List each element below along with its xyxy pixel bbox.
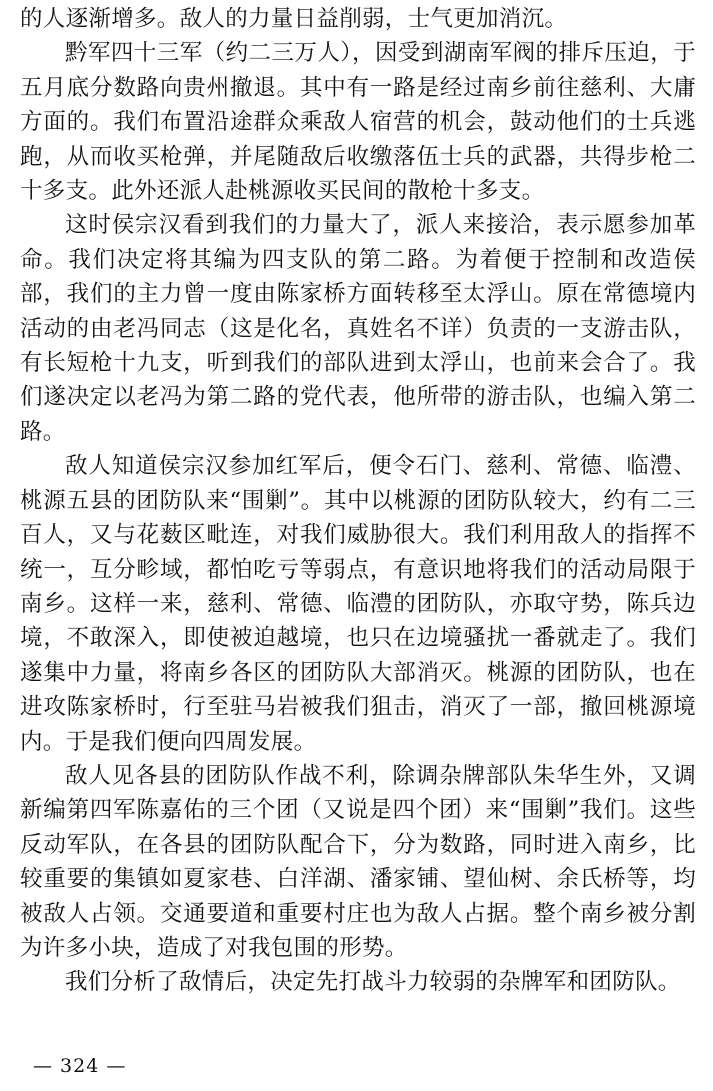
- paragraph-6: 我们分析了敌情后，决定先打战斗力较弱的杂牌军和团防队。: [65, 969, 681, 996]
- paragraph-5: 敌人见各县的团防队作战不利，除调杂牌部队朱华生外，又调新编第四军陈嘉佑的三个团（又说是四个团）来“围剿”我们。这些反动军队，在各县的团防队配合下，分为数路，同时进入南乡，比较重要的集镇如夏家巷、白洋湖、潘家铺、望仙树、余氏桥等，均被敌人占领。交通要道和重要村庄也为敌人占据。整个南乡被分割为许多小块，造成了对我包围的形势。: [20, 762, 696, 961]
- paragraph-3: 这时侯宗汉看到我们的力量大了，派人来接洽，表示愿参加革命。我们决定将其编为四支队的第二路。为着便于控制和改造侯部，我们的主力曾一度由陈家桥方面转移至太浮山。原在常德境内活动的由老冯同志（这是化名，真姓名不详）负责的一支游击队，有长短枪十九支，听到我们的部队进到太浮山，也前来会合了。我们遂决定以老冯为第二路的党代表，他所带的游击队，也编入第二路。: [20, 212, 696, 445]
- paragraph-1: 的人逐渐增多。敌人的力量日益削弱，士气更加消沉。: [20, 6, 568, 32]
- page-number: — 324 —: [33, 1055, 127, 1077]
- paragraph-2: 黔军四十三军（约二三万人），因受到湖南军阀的排斥压迫，于五月底分数路向贵州撤退。其中有一路是经过南乡前往慈利、大庸方面的。我们布置沿途群众乘敌人宿营的机会，鼓动他们的士兵逃跑，从而收买枪弹，并尾随敌后收缴落伍士兵的武器，共得步枪二十多支。此外还派人赴桃源收买民间的散枪十多支。: [20, 40, 696, 205]
- body-text: [20, 2, 696, 1000]
- paragraph-4: 敌人知道侯宗汉参加红军后，便令石门、慈利、常德、临澧、桃源五县的团防队来“围剿”。其中以桃源的团防队较大，约有二三百人，又与花薮区毗连，对我们威胁很大。我们利用敌人的指挥不统一，互分畛域，都怕吃亏等弱点，有意识地将我们的活动局限于南乡。这样一来，慈利、常德、临澧的团防队，亦取守势，陈兵边境，不敢深入，即使被迫越境，也只在边境骚扰一番就走了。我们遂集中力量，将南乡各区的团防队大部消灭。桃源的团防队，也在进攻陈家桥时，行至驻马岩被我们狙击，消灭了一部，撤回桃源境内。于是我们便向四周发展。: [20, 453, 696, 755]
